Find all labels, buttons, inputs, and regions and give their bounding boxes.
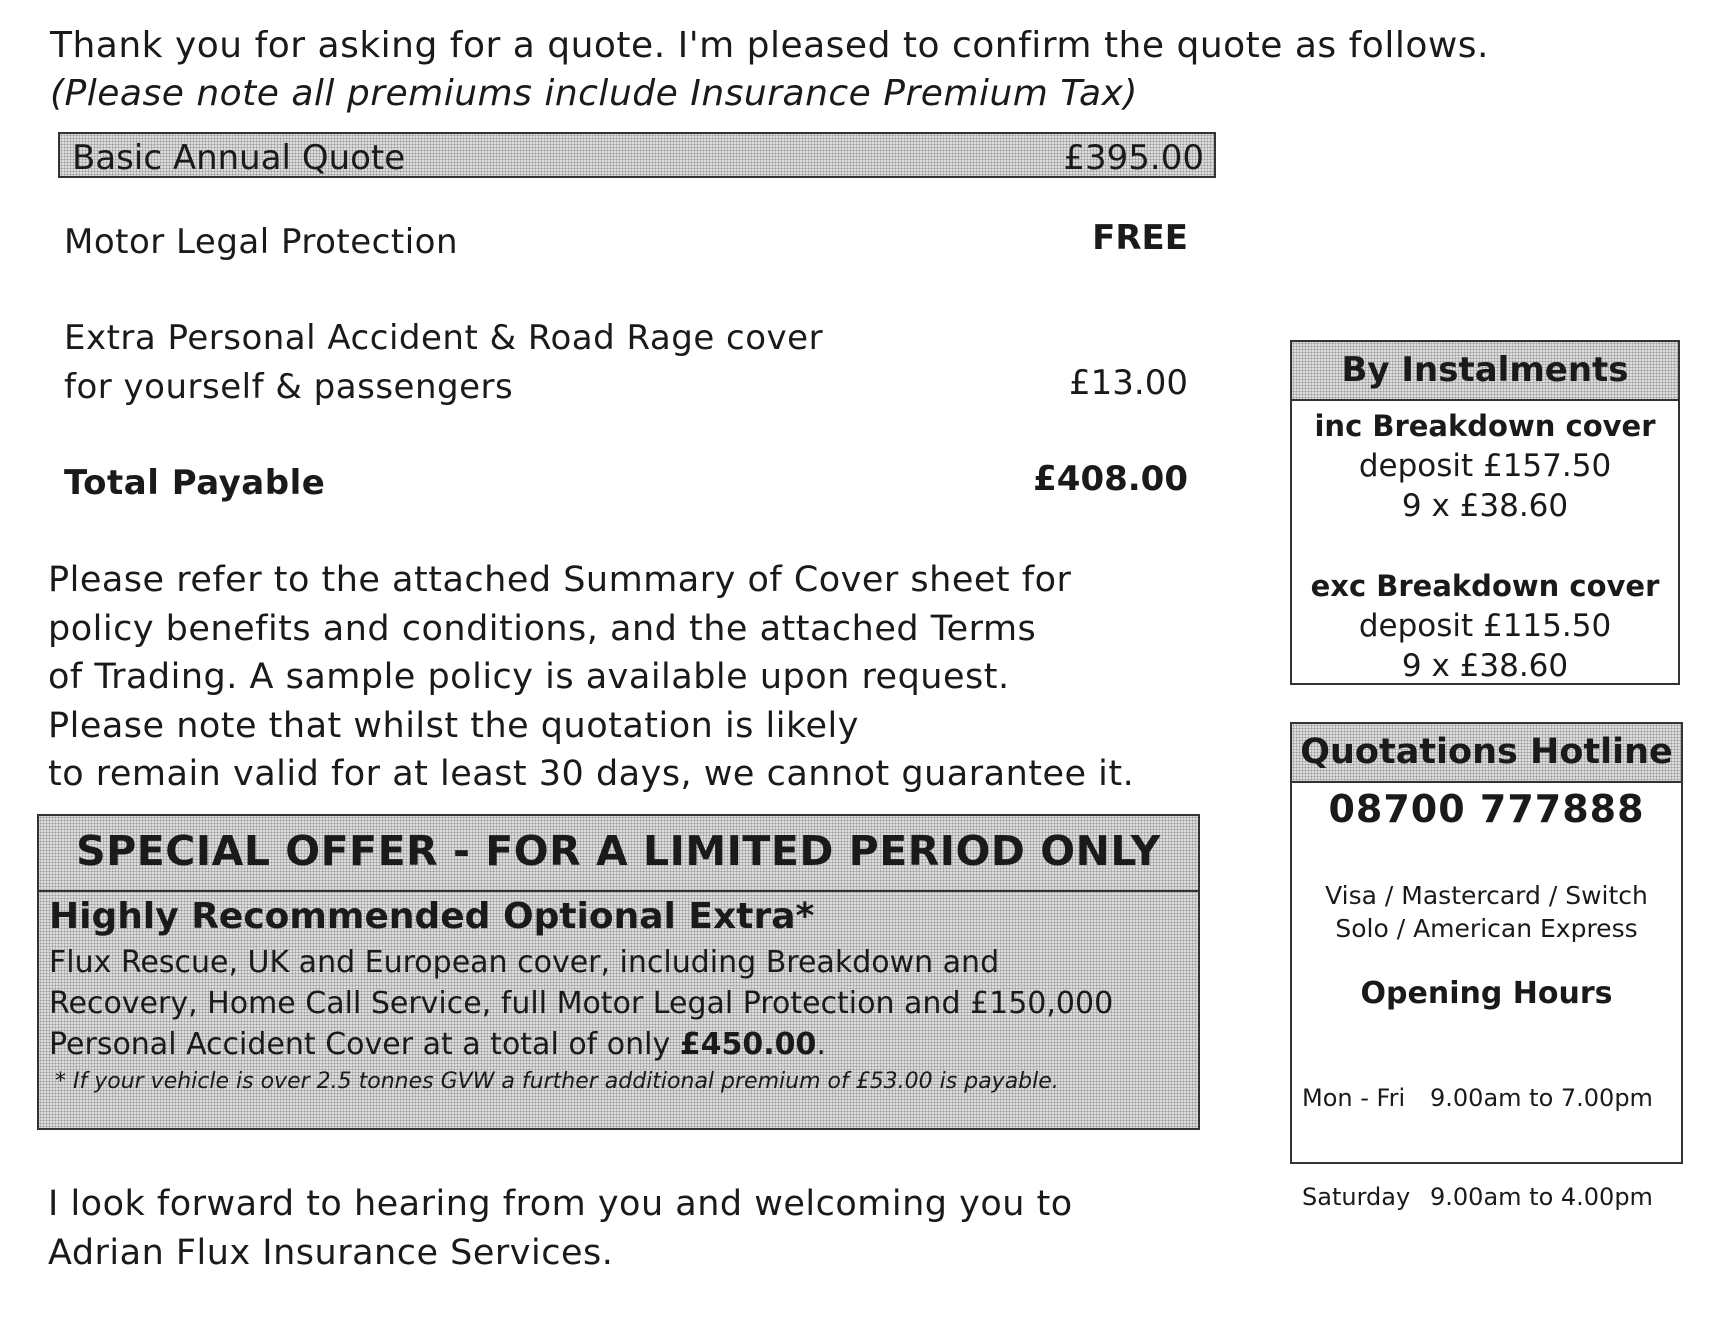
terms-paragraph: [48, 556, 1134, 799]
legal-protection-value: FREE: [1092, 218, 1188, 258]
offer-price: £450.00: [679, 1027, 817, 1062]
exc-breakdown-title: exc Breakdown cover: [1310, 569, 1660, 603]
hotline-phone: 08700 777888: [1328, 787, 1645, 831]
hours-time: 9.00am to 7.00pm: [1430, 1084, 1653, 1112]
hotline-box: [1290, 722, 1683, 1211]
special-offer-box: [37, 814, 1200, 1130]
hotline-heading: Quotations Hotline: [1292, 724, 1681, 783]
offer-body-line: Recovery, Home Call Service, full Motor Legal Protection and £150,000: [49, 986, 1114, 1021]
paragraph-line: Please note that whilst the quotation is likely: [48, 705, 859, 746]
intro: [50, 22, 1489, 118]
basic-quote-box: [58, 132, 1216, 178]
accepted-cards: [1292, 879, 1681, 945]
cards-line: Solo / American Express: [1335, 914, 1638, 943]
tax-note: (Please note all premiums include Insurance Premium Tax): [50, 73, 1138, 114]
closing-line: Adrian Flux Insurance Services.: [48, 1233, 614, 1273]
offer-body-line: [49, 1024, 1113, 1065]
offer-body-text: Personal Accident Cover at a total of only: [49, 1027, 680, 1062]
accident-cover-label: [64, 314, 823, 412]
accident-cover-value: £13.00: [1069, 363, 1188, 403]
closing-line: I look forward to hearing from you and welcoming you to: [48, 1184, 1073, 1224]
legal-protection-label: Motor Legal Protection: [64, 222, 458, 262]
hours-time: 9.00am to 4.00pm: [1430, 1183, 1653, 1211]
offer-body-text: .: [816, 1027, 826, 1062]
instalments-heading: By Instalments: [1292, 342, 1678, 401]
accident-cover-line: Extra Personal Accident & Road Rage cover: [64, 318, 824, 358]
paragraph-line: to remain valid for at least 30 days, we cannot guarantee it.: [48, 754, 1135, 794]
instalments-details: [1292, 406, 1678, 686]
hours-days: Saturday: [1302, 1183, 1411, 1211]
inc-breakdown-title: inc Breakdown cover: [1314, 409, 1656, 443]
special-offer-heading: SPECIAL OFFER - FOR A LIMITED PERIOD ONLY: [39, 816, 1198, 892]
paragraph-line: Please refer to the attached Summary of Cover sheet for: [48, 560, 1072, 600]
basic-quote-value: £395.00: [1063, 138, 1204, 178]
inc-breakdown-deposit: deposit £157.50: [1358, 448, 1612, 484]
hours-days: Mon - Fri: [1302, 1084, 1406, 1112]
special-offer-body: [49, 942, 1113, 1065]
offer-body-line: Flux Rescue, UK and European cover, including Breakdown and: [49, 945, 1000, 980]
accident-cover-line: for yourself & passengers: [64, 367, 514, 407]
opening-hours: [1302, 1016, 1653, 1280]
hours-row: [1302, 1181, 1653, 1214]
exc-breakdown-payments: 9 x £38.60: [1401, 648, 1569, 684]
paragraph-line: policy benefits and conditions, and the attached Terms: [48, 608, 1037, 649]
inc-breakdown-payments: 9 x £38.60: [1401, 488, 1569, 524]
special-offer-footnote: * If your vehicle is over 2.5 tonnes GVW a further additional premium of £53.00 is payable.: [55, 1069, 1059, 1094]
total-payable-value: £408.00: [1033, 459, 1188, 499]
opening-hours-title: Opening Hours: [1360, 976, 1613, 1011]
hours-row: [1302, 1082, 1653, 1115]
total-payable-label: Total Payable: [64, 463, 326, 503]
basic-quote-label: Basic Annual Quote: [72, 138, 406, 178]
paragraph-line: of Trading. A sample policy is available upon request.: [48, 657, 1010, 697]
instalments-box: [1290, 340, 1680, 685]
special-offer-subheading: Highly Recommended Optional Extra*: [49, 896, 815, 937]
cards-line: Visa / Mastercard / Switch: [1325, 881, 1648, 910]
intro-line: Thank you for asking for a quote. I'm pleased to confirm the quote as follows.: [50, 25, 1489, 66]
exc-breakdown-deposit: deposit £115.50: [1358, 608, 1612, 644]
closing-text: [48, 1180, 1073, 1278]
